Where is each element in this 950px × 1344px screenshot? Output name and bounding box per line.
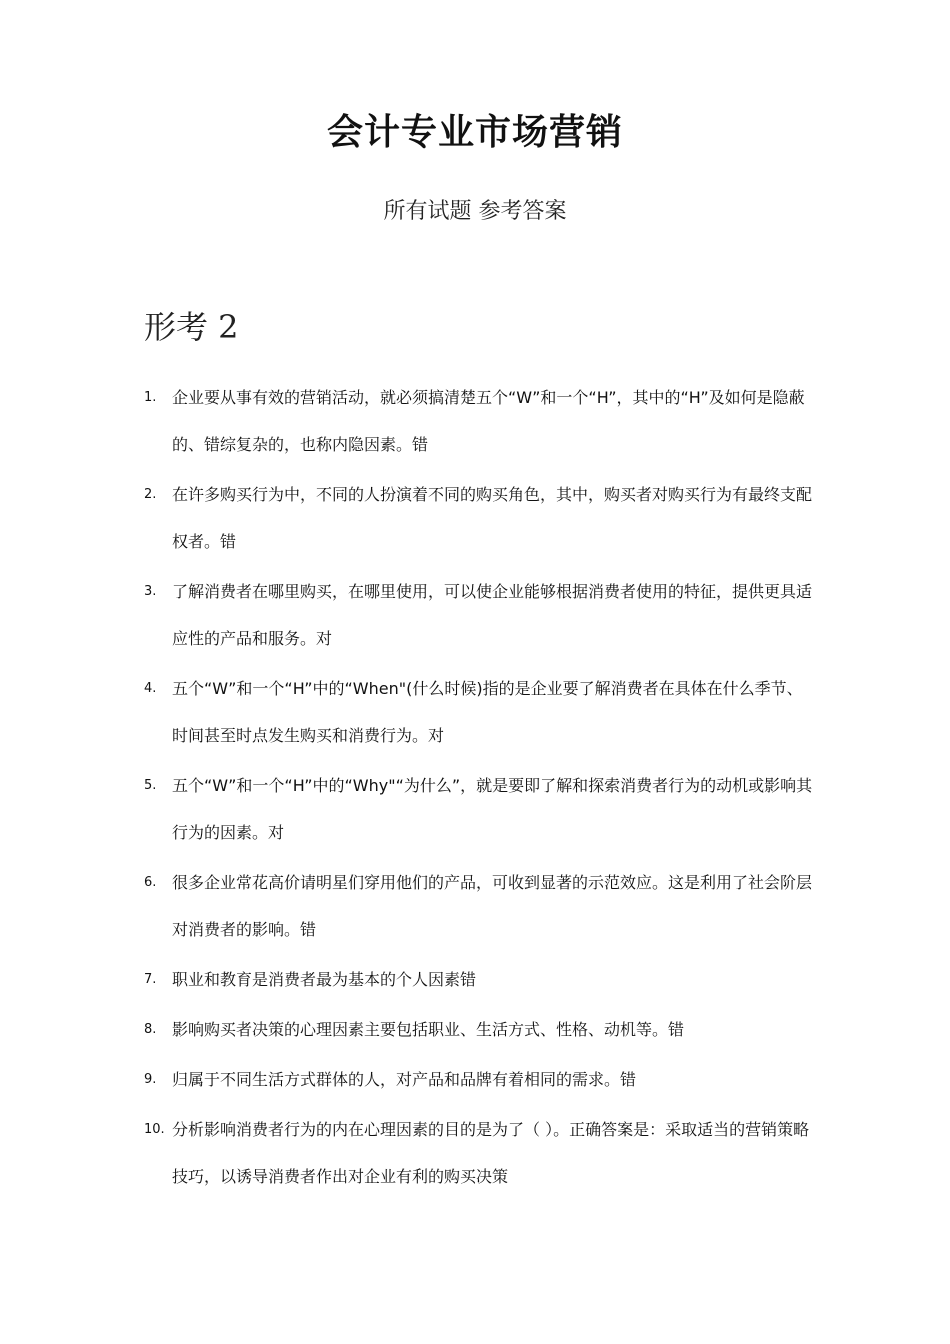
document-subtitle: 所有试题 参考答案 — [383, 199, 567, 224]
section-heading: 形考 2 — [144, 308, 239, 346]
question-number: 3. — [144, 584, 157, 599]
question-text: 归属于不同生活方式群体的人，对产品和品牌有着相同的需求。错 — [172, 1070, 637, 1089]
list-item — [144, 1006, 814, 1053]
question-number: 9. — [144, 1072, 157, 1087]
list-item — [144, 762, 814, 856]
question-text: 在许多购买行为中，不同的人扮演着不同的购买角色，其中，购买者对购买行为有最终支配权者。错 — [172, 485, 813, 551]
question-number: 5. — [144, 778, 157, 793]
list-item — [144, 665, 814, 759]
list-item — [144, 471, 814, 565]
question-text: 职业和教育是消费者最为基本的个人因素错 — [172, 970, 477, 989]
question-number: 1. — [144, 390, 157, 405]
question-number: 2. — [144, 487, 157, 502]
list-item — [144, 1106, 814, 1200]
list-item — [144, 956, 814, 1003]
question-number: 10. — [144, 1122, 165, 1137]
question-list — [144, 374, 814, 1200]
list-item — [144, 1056, 814, 1103]
list-item — [144, 568, 814, 662]
question-text: 分析影响消费者行为的内在心理因素的目的是为了（ ）。正确答案是：采取适当的营销策略技巧，以诱导消费者作出对企业有利的购买决策 — [172, 1120, 810, 1186]
question-text: 五个“W”和一个“H”中的“When"(什么时候)指的是企业要了解消费者在具体在什么季节、时间甚至时点发生购买和消费行为。对 — [172, 679, 803, 745]
question-number: 7. — [144, 972, 157, 987]
question-text: 企业要从事有效的营销活动，就必须搞清楚五个“W”和一个“H”，其中的“H”及如何是隐蔽的、错综复杂的，也称内隐因素。错 — [172, 388, 805, 454]
document-title: 会计专业市场营销 — [326, 112, 623, 153]
question-number: 4. — [144, 681, 157, 696]
list-item — [144, 859, 814, 953]
question-text: 影响购买者决策的心理因素主要包括职业、生活方式、性格、动机等。错 — [172, 1020, 685, 1039]
list-item — [144, 374, 814, 468]
question-number: 8. — [144, 1022, 157, 1037]
question-text: 了解消费者在哪里购买，在哪里使用，可以使企业能够根据消费者使用的特征，提供更具适应性的产品和服务。对 — [172, 582, 813, 648]
question-text: 很多企业常花高价请明星们穿用他们的产品，可收到显著的示范效应。这是利用了社会阶层对消费者的影响。错 — [172, 873, 813, 939]
question-text: 五个“W”和一个“H”中的“Why"“为什么”，就是要即了解和探索消费者行为的动机或影响其行为的因素。对 — [172, 776, 813, 842]
question-number: 6. — [144, 875, 157, 890]
